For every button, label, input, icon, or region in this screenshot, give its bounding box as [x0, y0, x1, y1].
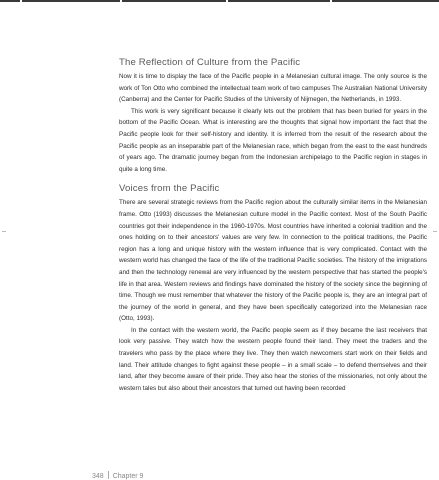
footer-separator [108, 471, 109, 479]
paragraph: This work is very significant because it clearly lets out the problem that has been buried for years in the bottom of the Pacific Ocean. What is interesting are the thoughts that signal how important the fact that the Pacific people look for their self-history and identity. It is inferred from the result of the research about the Pacific people as an inseparable part of the Melanesian race, which began from the east to the east hundreds of years ago. The dramatic journey began from the Indonesian archipelago to the Pacific region in stages in quite a long time. [119, 107, 427, 173]
main-content [119, 57, 427, 394]
top-rule [0, 0, 439, 2]
page-number: 348 [92, 473, 104, 480]
page-footer [92, 471, 143, 480]
paragraph: In the contact with the western world, the Pacific people seem as if they became the last receivers that look very passive. They watch how the western people found their land. They meet the traders and the travelers who pass by the place where they live. They then watch newcomers start work on their fields and land. Their attitude changes to fight against these people – in a small scale – to defend themselves and their land, after they become aware of their pride. They also hear the stories of the missionaries, not only about the western tales but also about their ancestors that turned out having been recorded [119, 326, 427, 392]
chapter-label: Chapter 9 [112, 473, 144, 480]
crop-mark [433, 231, 437, 232]
crop-mark [2, 231, 6, 232]
section-heading-voices: Voices from the Pacific [119, 183, 220, 195]
section-heading-reflection: The Reflection of Culture from the Pacific [119, 57, 301, 68]
paragraph: Now it is time to display the face of the Pacific people in a Melanesian cultural image. The only source is the work of Ton Otto who combined the intellectual team work of two campuses The Australian National University (Canberra) and the Center for Pacific Studies of the University of Nijmegen, the Netherlands, in 1993. [119, 73, 427, 104]
paragraph: There are several strategic reviews from the Pacific region about the culturally similar items in the Melanesian frame. Otto (1993) discusses the Melanesian culture model in the Pacific context. Most of the South Pacific countries got their independence in the 1960-1970s. Most countries have inherited a colonial tradition and the ones holding on to their ancestors' values are very few. In connection to the political traditions, the Pacific region has a long and unique history with the western influence that is very complicated. Contact with the western world has changed the face of the life of the traditional Pacific societies. The history of the imigrations and then the technology renewal are very influenced by the western perspective that has started the people's life in that area. Western reviews and findings have dominated the history of the society since the beginning of time. Though we must remember that whatever the history of the Pacific people is, they are an integral part of the journey of the world in general, and they have been specifically categorized into the Melanesian race (Otto, 1993). [119, 199, 427, 323]
